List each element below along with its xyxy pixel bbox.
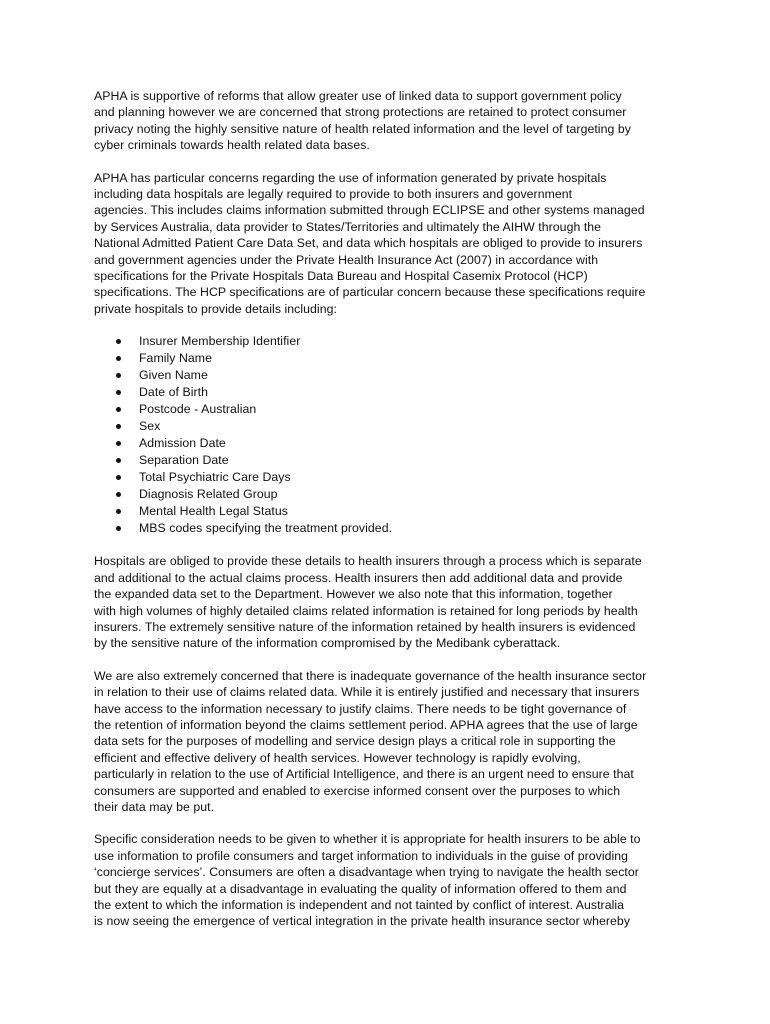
list-item: [94, 435, 684, 452]
bullet-icon: [116, 526, 121, 531]
list-item: [94, 469, 684, 486]
text-line: their data may be put.: [94, 799, 215, 814]
bullet-icon: [116, 339, 121, 344]
text-line: insurers. The extremely sensitive nature of the information retained by health insurers is evidenced: [94, 619, 636, 634]
text-line: consumers are supported and enabled to exercise informed consent over the purposes to which: [94, 783, 621, 798]
text-line: have access to the information necessary to justify claims. There needs to be tight governance of: [94, 701, 627, 716]
bullet-icon: [116, 407, 121, 412]
text-line: by Services Australia, data provider to States/Territories and ultimately the AIHW through the: [94, 219, 602, 234]
list-item: [94, 486, 684, 503]
text-line: the extent to which the information is independent and not tainted by conflict of interest. Australia: [94, 898, 625, 912]
list-item-label: Diagnosis Related Group: [139, 487, 278, 502]
document-page: [94, 88, 684, 946]
paragraph-insurer-obligations: [94, 553, 684, 651]
list-item: [94, 384, 684, 401]
list-item-label: Mental Health Legal Status: [139, 504, 288, 519]
text-line: but they are equally at a disadvantage in evaluating the quality of information offered to them and: [94, 881, 627, 896]
text-line: efficient and effective delivery of health services. However technology is rapidly evolving,: [94, 750, 581, 765]
text-line: data sets for the purposes of modelling and service design plays a critical role in supporting the: [94, 734, 616, 749]
hcp-details-list: [94, 333, 684, 537]
text-line: agencies. This includes claims information submitted through ECLIPSE and other systems managed: [94, 203, 645, 218]
list-item: [94, 367, 684, 384]
list-item: [94, 520, 684, 537]
list-item: [94, 350, 684, 367]
bullet-icon: [116, 458, 121, 463]
text-line: cyber criminals towards health related data bases.: [94, 138, 370, 153]
text-line: National Admitted Patient Care Data Set, and data which hospitals are obliged to provide to insurers: [94, 236, 643, 251]
text-line: by the sensitive nature of the information compromised by the Medibank cyberattack.: [94, 636, 561, 651]
list-item: [94, 452, 684, 469]
bullet-icon: [116, 475, 121, 480]
text-line: use information to profile consumers and target information to individuals in the guise of providing: [94, 848, 629, 863]
list-item-label: Admission Date: [139, 436, 226, 451]
text-line: private hospitals to provide details including:: [94, 301, 337, 316]
list-item-label: Given Name: [139, 368, 208, 383]
list-item: [94, 418, 684, 435]
list-item: [94, 401, 684, 418]
text-line: Hospitals are obliged to provide these details to health insurers through a process which is separate: [94, 554, 642, 569]
list-item-label: Date of Birth: [139, 385, 208, 400]
bullet-icon: [116, 424, 121, 429]
bullet-icon: [116, 509, 121, 514]
text-line: and planning however we are concerned that strong protections are retained to protect consumer: [94, 105, 627, 120]
bullet-icon: [116, 356, 121, 361]
text-line: We are also extremely concerned that there is inadequate governance of the health insurance sector: [94, 668, 647, 683]
text-line: specifications for the Private Hospitals Data Bureau and Hospital Casemix Protocol (HCP): [94, 269, 588, 284]
text-line: particularly in relation to the use of Artificial Intelligence, and there is an urgent need to ensure that: [94, 767, 634, 782]
list-item-label: Postcode - Australian: [139, 402, 257, 417]
paragraph-linked-data: [94, 88, 684, 154]
text-line: and additional to the actual claims process. Health insurers then add additional data and provide: [94, 570, 623, 585]
text-line: including data hospitals are legally required to provide to both insurers and government: [94, 187, 573, 202]
text-line: APHA is supportive of reforms that allow greater use of linked data to support government policy: [94, 89, 622, 103]
list-item-label: Family Name: [139, 351, 212, 366]
bullet-icon: [116, 441, 121, 446]
text-line: the retention of information beyond the claims settlement period. APHA agrees that the use of large: [94, 717, 638, 732]
list-item-label: Insurer Membership Identifier: [139, 334, 301, 349]
text-line: privacy noting the highly sensitive nature of health related information and the level of targeting by: [94, 121, 631, 136]
paragraph-private-hospitals: [94, 170, 684, 318]
list-item-label: Sex: [139, 419, 161, 434]
bullet-icon: [116, 373, 121, 378]
list-item-label: Total Psychiatric Care Days: [139, 470, 291, 485]
paragraph-governance: [94, 668, 684, 816]
text-line: is now seeing the emergence of vertical integration in the private health insurance sector whereby: [94, 914, 631, 929]
text-line: APHA has particular concerns regarding the use of information generated by private hospitals: [94, 170, 607, 185]
list-item-label: MBS codes specifying the treatment provided.: [139, 521, 393, 536]
bullet-icon: [116, 390, 121, 395]
list-item: [94, 333, 684, 350]
text-line: with high volumes of highly detailed claims related information is retained for long periods by health: [94, 603, 638, 618]
text-line: in relation to their use of claims related data. While it is entirely justified and necessary that insurers: [94, 685, 640, 700]
list-item: [94, 503, 684, 520]
list-item-label: Separation Date: [139, 453, 229, 468]
bullet-icon: [116, 492, 121, 497]
text-line: ‘concierge services’. Consumers are often a disadvantage when trying to navigate the health sector: [94, 865, 639, 880]
text-line: Specific consideration needs to be given to whether it is appropriate for health insurers to be able to: [94, 832, 641, 847]
text-line: and government agencies under the Private Health Insurance Act (2007) in accordance with: [94, 252, 599, 267]
text-line: the expanded data set to the Department. However we also note that this information, together: [94, 587, 613, 602]
paragraph-profiling: [94, 831, 684, 929]
text-line: specifications. The HCP specifications are of particular concern because these specifications require: [94, 285, 646, 300]
